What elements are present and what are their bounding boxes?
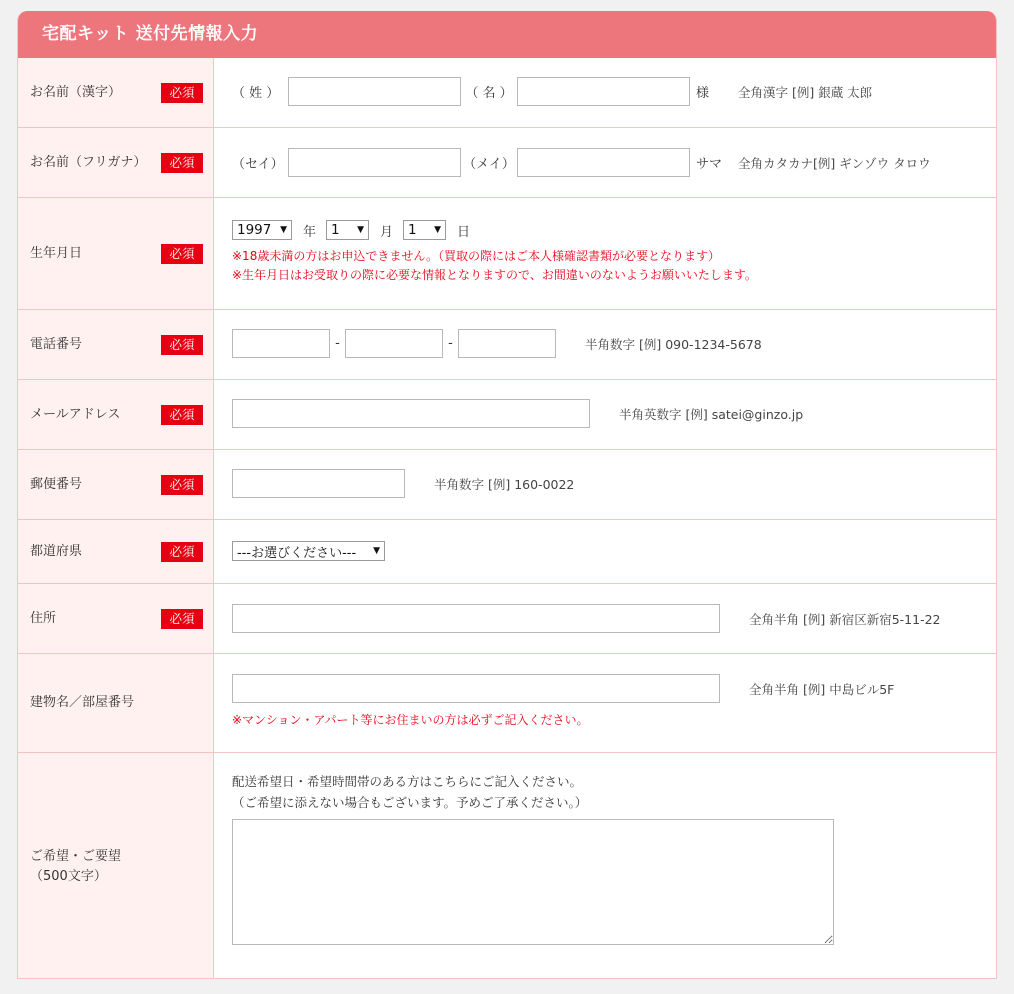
label-cell: [18, 128, 214, 197]
field-label: 電話番号: [30, 336, 83, 352]
birth-year-value: 1997: [237, 222, 272, 238]
sei-kana-label: （セイ）: [232, 157, 284, 172]
address-input[interactable]: [232, 604, 720, 633]
sei-label: （ 姓 ）: [232, 86, 280, 101]
required-badge: 必須: [161, 244, 203, 264]
month-unit: 月: [380, 224, 394, 240]
label-cell: [18, 380, 214, 449]
year-unit: 年: [303, 224, 317, 240]
row-prefecture: [18, 520, 996, 584]
postal-code-input[interactable]: [232, 469, 405, 498]
birth-note-age: ※18歳未満の方はお申込できません。（買取の際にはご本人様確認書類が必要となります）: [232, 249, 721, 263]
field-label: 郵便番号: [30, 476, 83, 492]
kanji-mei-input[interactable]: [517, 77, 690, 106]
phone-part3-input[interactable]: [458, 329, 556, 358]
honorific-suffix: サマ: [696, 157, 723, 172]
field-cell: [214, 310, 996, 379]
email-input[interactable]: [232, 399, 590, 428]
field-cell: [214, 520, 996, 583]
label-cell: [18, 520, 214, 583]
form-panel: [17, 11, 997, 979]
row-birthdate: [18, 198, 996, 310]
label-cell: [18, 58, 214, 127]
request-label-line1: ご希望・ご要望: [30, 849, 122, 864]
kanji-hint: 全角漢字 [例] 銀蔵 太郎: [738, 84, 873, 100]
building-input[interactable]: [232, 674, 720, 703]
label-cell: [18, 753, 214, 979]
row-name-kana: [18, 128, 996, 198]
field-label: 生年月日: [30, 245, 83, 261]
row-phone: [18, 310, 996, 380]
field-cell: [214, 128, 996, 197]
required-badge: 必須: [161, 335, 203, 355]
dropdown-arrow-icon: ▼: [434, 225, 442, 235]
required-badge: 必須: [161, 542, 203, 562]
request-disclaimer: （ご希望に添えない場合もございます。予めご了承ください。）: [232, 795, 588, 810]
mei-kana-label: （メイ）: [463, 157, 515, 172]
field-cell: [214, 753, 996, 979]
required-badge: 必須: [161, 83, 203, 103]
kana-sei-input[interactable]: [288, 148, 461, 177]
birth-note-accuracy: ※生年月日はお受取りの際に必要な情報となりますので、お間違いのないようお願いいたします。: [232, 268, 757, 282]
field-cell: [214, 450, 996, 519]
required-badge: 必須: [161, 153, 203, 173]
honorific-suffix: 様: [696, 86, 710, 101]
label-cell: [18, 584, 214, 653]
label-cell: [18, 654, 214, 752]
kana-mei-input[interactable]: [517, 148, 690, 177]
field-cell: [214, 654, 996, 752]
field-cell: [214, 584, 996, 653]
request-label-line2: （500文字）: [30, 869, 107, 884]
dropdown-arrow-icon: ▼: [280, 225, 287, 235]
day-unit: 日: [457, 224, 471, 240]
label-cell: [18, 310, 214, 379]
row-address: [18, 584, 996, 654]
birth-day-value: 1: [408, 222, 417, 238]
field-cell: [214, 380, 996, 449]
required-badge: 必須: [161, 475, 203, 495]
dropdown-arrow-icon: ▼: [357, 225, 365, 235]
field-label: お名前（フリガナ）: [30, 154, 147, 170]
label-cell: [18, 198, 214, 309]
postal-hint: 半角数字 [例] 160-0022: [434, 476, 575, 492]
row-name-kanji: [18, 58, 996, 128]
field-label: 建物名／部屋番号: [30, 695, 135, 710]
panel-title: 宅配キット 送付先情報入力: [18, 11, 996, 58]
required-badge: 必須: [161, 405, 203, 425]
mei-label: （ 名 ）: [465, 86, 513, 101]
phone-part2-input[interactable]: [345, 329, 443, 358]
building-note: ※マンション・アパート等にお住まいの方は必ずご記入ください。: [232, 713, 589, 727]
kanji-sei-input[interactable]: [288, 77, 461, 106]
birth-year-select[interactable]: [232, 220, 292, 240]
address-hint: 全角半角 [例] 新宿区新宿5-11-22: [749, 611, 941, 627]
row-email: [18, 380, 996, 450]
phone-separator: -: [448, 336, 453, 351]
field-cell: [214, 58, 996, 127]
label-cell: [18, 450, 214, 519]
row-building: [18, 654, 996, 753]
request-intro: 配送希望日・希望時間帯のある方はこちらにご記入ください。: [232, 774, 583, 789]
field-label: メールアドレス: [30, 406, 121, 422]
birth-month-value: 1: [331, 222, 340, 238]
prefecture-select[interactable]: [232, 541, 385, 561]
request-textarea[interactable]: [232, 819, 834, 945]
field-label: お名前（漢字）: [30, 84, 122, 100]
dropdown-arrow-icon: ▼: [373, 546, 380, 556]
row-request: [18, 753, 996, 979]
field-label: 住所: [30, 610, 57, 626]
phone-separator: -: [335, 336, 340, 351]
field-cell: [214, 198, 996, 309]
birth-day-select[interactable]: [403, 220, 446, 240]
field-label: 都道府県: [30, 543, 83, 559]
kana-hint: 全角カタカナ[例] ギンゾウ タロウ: [738, 155, 931, 171]
birth-month-select[interactable]: [326, 220, 369, 240]
prefecture-selected-value: ---お選びください---: [237, 545, 357, 561]
building-hint: 全角半角 [例] 中島ビル5F: [749, 681, 895, 697]
required-badge: 必須: [161, 609, 203, 629]
row-postal-code: [18, 450, 996, 520]
phone-part1-input[interactable]: [232, 329, 330, 358]
phone-hint: 半角数字 [例] 090-1234-5678: [585, 336, 762, 352]
email-hint: 半角英数字 [例] satei@ginzo.jp: [619, 406, 804, 422]
field-label: [30, 847, 121, 887]
